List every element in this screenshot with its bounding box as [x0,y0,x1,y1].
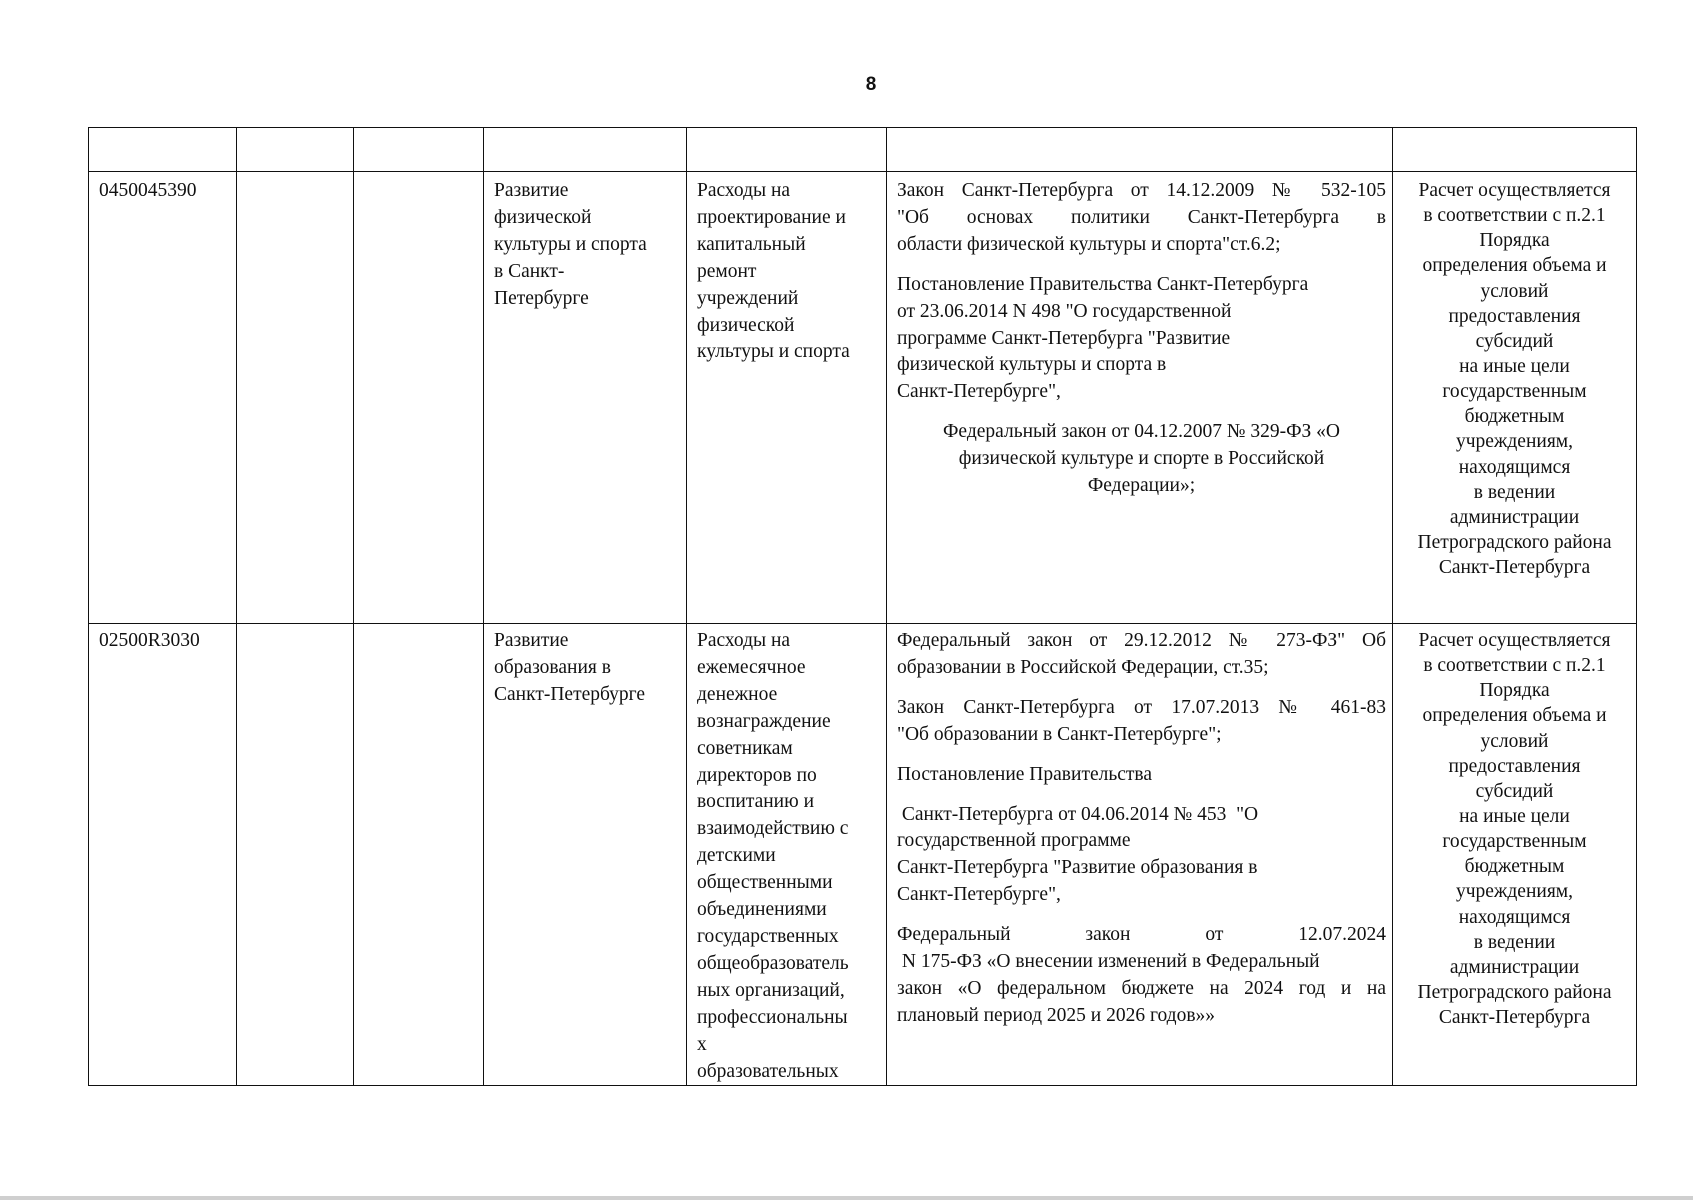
legal-paragraph [897,178,1386,259]
legal-line: Федеральный закон от 04.12.2007 № 329-ФЗ «О [943,421,1340,443]
header-cell [687,128,887,172]
scan-bottom-edge [0,1196,1693,1200]
calculation-basis-cell [1393,172,1637,624]
header-cell [237,128,354,172]
legal-line: образовании в Российской Федерации, ст.35; [897,656,1269,678]
header-cell [484,128,687,172]
basis-line: государственным [1442,831,1587,853]
purpose-line: проектирование и [697,206,846,228]
basis-line: бюджетным [1464,406,1565,428]
purpose-line: культуры и спорта [697,341,850,363]
purpose-line: капитальный [697,233,806,255]
program-cell [484,172,687,624]
header-cell [1393,128,1637,172]
legal-basis-cell [887,172,1393,624]
legal-paragraph [897,802,1386,910]
legal-paragraph [897,922,1386,1030]
purpose-cell [687,172,887,624]
legal-line: Постановление Правительства [897,763,1153,785]
basis-line: в соответствии с п.2.1 [1423,205,1606,227]
legal-line: государственной программе [897,830,1131,852]
legal-line: "Об образовании в Санкт-Петербурге"; [897,723,1222,745]
basis-line: администрации [1449,956,1580,978]
legal-line: Санкт-Петербурга от 04.06.2014 № 453 "О [897,803,1259,825]
program-line: образования в [494,656,611,678]
code-cell: 0450045390 [89,172,237,624]
basis-line: в соответствии с п.2.1 [1423,655,1606,677]
purpose-line: советникам [697,737,793,759]
table-row [89,172,1637,624]
legal-line: Федеральный закон от 29.12.2012 № 273-ФЗ" Об [897,630,1386,651]
page-number: 8 [865,74,877,95]
purpose-line: директоров по [697,764,817,786]
code-cell: 02500R3030 [89,624,237,1086]
legal-line: закон «О федеральном бюджете на 2024 год и на [897,977,1386,999]
basis-line: на иные цели [1459,805,1570,827]
basis-line: Петроградского района [1417,531,1612,553]
legal-line: Федерации»; [1087,475,1196,497]
basis-line: определения объема и [1422,705,1607,727]
basis-line: предоставления [1448,755,1581,777]
basis-line: предоставления [1448,305,1581,327]
basis-line: субсидий [1475,780,1554,802]
legal-line: Закон Санкт-Петербурга от 17.07.2013 № 461-83 [897,696,1386,718]
basis-line: учреждениям, [1455,431,1574,453]
legal-line: Постановление Правительства Санкт-Петербурга [897,273,1309,295]
purpose-line: Расходы на [697,180,791,201]
basis-line: Порядка [1479,680,1550,702]
legal-line: от 23.06.2014 N 498 "О государственной [897,300,1232,322]
legal-paragraph [897,419,1386,500]
purpose-line: вознаграждение [697,710,831,732]
purpose-line: х [697,1033,707,1055]
basis-line: условий [1480,280,1549,302]
basis-line: Петроградского района [1417,981,1612,1003]
legal-line: Санкт-Петербурга "Развитие образования в [897,857,1258,879]
purpose-line: ремонт [697,260,757,282]
header-cell [89,128,237,172]
program-line: Петербурге [494,287,589,309]
legal-line: физической культуре и спорте в Российской [958,448,1325,470]
legal-paragraph [897,272,1386,407]
purpose-line: образовательных [697,1060,839,1082]
basis-line: находящимся [1458,456,1571,478]
header-cell [887,128,1393,172]
basis-line: находящимся [1458,906,1571,928]
purpose-line: Расходы на [697,630,791,651]
purpose-line: ных организаций, [697,979,845,1001]
basis-line: Порядка [1479,230,1550,252]
basis-line: субсидий [1475,330,1554,352]
legal-line: Закон Санкт-Петербурга от 14.12.2009 № 532-105 [897,180,1386,201]
legal-line: N 175-ФЗ «О внесении изменений в Федеральный [897,951,1320,973]
program-line: Развитие [494,180,569,201]
legal-paragraph [897,695,1386,749]
document-table [88,127,1637,1086]
purpose-line: государственных [697,925,839,947]
legal-paragraph [897,628,1386,682]
program-line: Развитие [494,630,569,651]
basis-line: бюджетным [1464,856,1565,878]
basis-line: администрации [1449,506,1580,528]
table-header-row [89,128,1637,172]
legal-paragraph [897,762,1386,789]
empty-cell [237,172,354,624]
empty-cell [237,624,354,1086]
legal-line: области физической культуры и спорта"ст.6.2; [897,233,1281,255]
basis-line: государственным [1442,381,1587,403]
basis-line: Расчет осуществляется [1418,180,1611,201]
legal-line: Санкт-Петербурге", [897,381,1061,403]
purpose-line: воспитанию и [697,791,814,813]
purpose-line: учреждений [697,287,799,309]
basis-line: в ведении [1473,931,1556,953]
legal-line: Санкт-Петербурге", [897,884,1061,906]
empty-cell [354,172,484,624]
purpose-line: профессиональны [697,1006,848,1028]
purpose-line: взаимодействию с [697,818,849,840]
program-line: Санкт-Петербурге [494,683,646,705]
purpose-line: общеобразователь [697,952,849,974]
basis-line: на иные цели [1459,355,1570,377]
header-cell [354,128,484,172]
program-line: культуры и спорта [494,233,647,255]
legal-line: Федеральный закон от 12.07.2024 [897,924,1386,946]
basis-line: Санкт-Петербурга [1438,1007,1591,1029]
purpose-cell [687,624,887,1086]
legal-basis-cell [887,624,1393,1086]
basis-line: Расчет осуществляется [1418,630,1611,651]
purpose-line: детскими [697,845,776,867]
legal-line: физической культуры и спорта в [897,354,1167,376]
legal-line: программе Санкт-Петербурга "Развитие [897,327,1231,349]
basis-line: Санкт-Петербурга [1438,557,1591,579]
table-row [89,624,1637,1086]
program-line: физической [494,206,592,228]
legal-line: плановый период 2025 и 2026 годов»» [897,1004,1216,1026]
legal-line: "Об основах политики Санкт-Петербурга в [897,206,1386,228]
basis-line: в ведении [1473,481,1556,503]
purpose-line: объединениями [697,899,827,921]
basis-line: учреждениям, [1455,881,1574,903]
purpose-line: ежемесячное [697,656,806,678]
program-line: в Санкт- [494,260,565,282]
empty-cell [354,624,484,1086]
calculation-basis-cell [1393,624,1637,1086]
basis-line: условий [1480,730,1549,752]
basis-line: определения объема и [1422,255,1607,277]
purpose-line: общественными [697,872,833,894]
program-cell [484,624,687,1086]
purpose-line: физической [697,314,795,336]
purpose-line: денежное [697,683,778,705]
